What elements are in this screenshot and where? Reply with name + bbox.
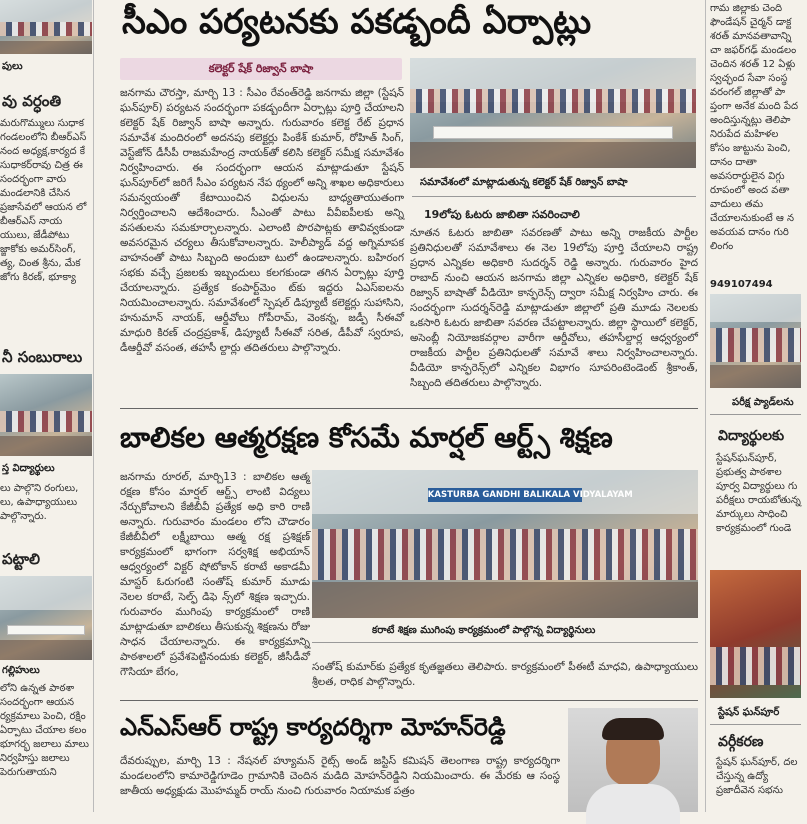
right-story1-body: గామ జిల్లాకు చెంది ఫౌండేషన్ చైర్మన్ డాక్ట శరత్ మానవతావాన్ని చా జఫర్‌గఢ్ మండలం చెందిన శరత్ 12 ఏళ్లు స్వచ్ఛంద సేవా సంస్థ వరంగల్ జిల్లాతో పా ప్తంగా అనేక మంది పేద అందిస్తున్నట్లు తెలిపా నిరుపేద మహిళల కోసం జుట్టును పెంచి, దానం దాతా అవసరార్థులైన విగ్గు రూపంలో అంద వతా వాదులు తమ చేయాలనుకుంటే ఆ న అవయవ దానం గురి లింగం <box>710 3 799 252</box>
article4-body: దేవరుప్పుల, మార్చి 13 : నేషనల్ హ్యూమన్ రైట్స్ అండ్ జస్టిస్ కమిషన్ తెలంగాణ రాష్ట్ర కార్యదర్శిగా మండలంలోని కామారెడ్డిగూడెం గ్రామానికి చెందిన మడిది మోహన్‌రెడ్డిని నియమించారు. ఈ మేరకు ఆ సంస్థ జాతీయ అధ్యక్షుడు మొహమ్మద్ రాయ్ నుంచి గురువారం నియామక పత్రం <box>120 755 560 797</box>
left-top-caption: పులు <box>2 61 23 72</box>
left-story1-body: మరుగొమ్ములు సుధాక గండలంలోని బీఆర్ఎస్ నంద అధ్యక్ష,కార్యద కే సుధాకర్‌రావు చిత్ర ఈ సందర్భంగా వారు మండలానికి చేసిన ప్రజాసేవలో ఆయన లో బీఆర్ఎస్ నాయ యులు, జేడీపోటు జ్జాకోకు అమర్‌సింగ్, త్య, చింత శ్రీను, మేక జోగు కిరణ్, భూక్యా <box>0 118 87 283</box>
article4-portrait <box>568 708 698 812</box>
right-story1-phone: 949107494 <box>710 279 773 290</box>
right-story3-headline: విద్యార్థులకు <box>718 428 785 444</box>
right-column <box>705 0 801 812</box>
article3-headline: బాలికల ఆత్మరక్షణ కోసమే మార్షల్ ఆర్ట్స్ శిక్షణ <box>120 421 613 454</box>
left-column <box>0 0 94 812</box>
left-story3-headline: పట్టాలి <box>2 550 41 568</box>
article4-headline: ఎన్ఎస్ఆర్ రాష్ట్ర కార్యదర్శిగా మోహన్‌రెడ్డి <box>120 713 506 741</box>
article3-photo-banner: KASTURBA GANDHI BALIKALA VIDYALAYAM <box>427 489 633 500</box>
article1-photo-caption: సమావేశంలో మాట్లాడుతున్న కలెక్టర్ షేక్ రిజ్వాన్ బాషా <box>420 177 628 188</box>
left-top-photo <box>0 0 92 54</box>
article3-body: జనగామ రూరల్, మార్చి13 : బాలికల ఆత్మ రక్షణ కోసం మార్షల్ ఆర్ట్స్ లాంటి విద్యలు నేర్చుకోవాలని కేజీబీవీ ప్రత్యేక అధి కారి రాణి అన్నారు. గురువారం మండలం లోని చౌడారం కేజీబీవీలో లక్ష్మీబాయి ఆత్మ రక్ష ప్రశిక్షణ్ కార్యక్రమంలో భాగంగా సర్వశిక్ష అభియాన్ ఆధ్వర్యంలో విక్టర్ షోటోకాన్ కరాటే అకాడమీ మాస్టర్ ఓరుగంటి సంతోష్ కుమార్ మూడు నెలల కరాటే, సెల్ఫ్ డిఫె న్స్‌లో శిక్షణ ఇచ్చారు. గురువారం ముగింపు కార్యక్రమంలో రాణి మాట్లాడుతూ బాలికలు తీసుకున్న శిక్షణను రోజు సాధన చేయాలన్నారు. ఈ కార్యక్రమాన్ని పాఠశాలలో ప్రవేశపెట్టినందుకు కలెక్టర్, జీసీడీవో గౌసియా బేగం, <box>120 471 310 678</box>
article1-byline: కలెక్టర్ షేక్ రిజ్వాన్ బాషా <box>120 58 402 80</box>
article2-body: నూతన ఓటరు జాబితా సవరణతో పాటు అన్ని రాజకీయ పార్టీల ప్రతినిధులతో సమావేశాలు ఈ నెల 19లోపు పూర్తి చేయాలని రాష్ట్ర ప్రధాన ఎన్నికల అధికారి సుదర్శన్ రెడ్డి అన్నారు. గురువారం హైద రాబాద్ నుంచి ఆయన జనగామ జిల్లా ఎన్నికల అధికారి, కలెక్టర్ షేక్ రిజ్వాన్ బాషాతో వీడియో కాన్ఫరెన్స్ ద్వారా సమీక్ష నిర్వహిం చారు. ఈ సందర్భంగా సుదర్శన్‌రెడ్డి మాట్లాడుతూ జిల్లాలో ప్రతి మూడు నెలలకు ఒకసారి ఓటరు జాబితా సవరణ చేపట్టాలన్నారు. జిల్లా స్థాయిలో కలెక్టర్, అసెంబ్లీ నియోజకవర్గాల వారీగా ఆర్డీవోలు, తహసీల్దార్ల ఆధ్వర్యంలో రాజకీయ పార్టీల ప్రతినిధులతో సమావే శాలు నిర్వహించాలన్నారు. వీడియో కాన్ఫరెన్స్‌లో ఎన్నికల విభాగం సూపరింటెండెంట్ శ్రీకాంత్, సిబ్బంది తదితరులు పాల్గొన్నారు. <box>410 227 698 389</box>
article1-headline: సీఎం పర్యటనకు పకడ్బందీ ఏర్పాట్లు <box>122 2 592 42</box>
left-story3-photo <box>0 576 92 660</box>
main-column <box>100 0 698 812</box>
right-story5-body: స్టేషన్ ఘన్‌పూర్, దల చేస్తున్న ఉద్యో ప్రజాదీవెన సభను <box>716 757 798 796</box>
left-story2-body: లు పాల్గొని రంగులు, లు, ఉపాధ్యాయులు పాల్గొన్నారు. <box>0 483 79 522</box>
left-story2-headline: నీ సంబురాలు <box>2 348 83 366</box>
article3-body-tail: సంతోష్ కుమార్‌కు ప్రత్యేక కృతజ్ఞతలు తెలిపారు. కార్యక్రమంలో పీఈటీ మాధవి, ఉపాధ్యాయులు శ్రీలత, రాధిక పాల్గొన్నారు. <box>312 661 698 688</box>
right-story3-body: స్టేషన్‌ఘన్‌పూర్, ప్రభుత్వ పాఠశాల పూర్వ విద్యార్థులు గు పరీక్షలు రాయబోతున్న మార్కులు సాధించి కార్యక్రమంలో గుండె <box>716 453 801 534</box>
left-story2-photo <box>0 374 92 456</box>
article3-photo-caption: కరాటే శిక్షణ ముగింపు కార్యక్రమంలో పాల్గొన్న విద్యార్థినులు <box>372 625 596 636</box>
left-story3-caption: గల్లిహులు <box>2 665 40 676</box>
article1-body: జనగామ చౌరస్తా, మార్చి 13 : సీఎం రేవంత్‌రెడ్డి జనగామ జిల్లా (స్టేషన్ ఘన్‌పూర్) పర్యటన సందర్భంగా పకడ్బందీగా ఏర్పాట్లు పూర్తి చేయాలని కలెక్టర్ షేక్ రిజ్వాన్ బాషా అన్నారు. గురువారం కలెక్ట రేట్ ప్రధాన సమావేశ మందిరంలో అదనపు కలెక్టర్లు పింకేశ్ కుమార్, రోహిత్ సింగ్, వెస్ట్‌జోన్ డీసీపీ రాజమహేంద్ర నాయక్‌తో కలిసి కలెక్టర్ సమీక్ష సమావేశం నిర్వహించారు. ఈ సందర్భంగా ఆయన మాట్లాడుతూ స్టేషన్ ఘన్‌పూర్‌లో జరిగే సీఎం పర్యటన నేప థ్యంలో అన్ని శాఖల అధికారులు సమన్వయంతో కేటాయించిన విధులను బాధ్యతాయుతంగా నిర్వర్తించాలని ఆదేశించారు. సీఎంతో పాటు వీవీఐపీలకు అన్ని వసతులను సమకూర్చాలన్నారు. ఎలాంటి పొరపాట్లకు తావివ్వకుండా అవసరమైన చర్యలు తీసుకోవాలన్నారు. హెలీప్యాడ్ వద్ద అగ్నిమాపక వాహనంతో పాటు సిబ్బంది అందుబా టులో ఉండాలన్నారు. బహిరంగ సభకు వచ్చే ప్రజలకు ఇబ్బందులు కలగకుండా తగిన ఏర్పాట్లు పూర్తి చేయాలన్నారు. ప్రత్యేక కంపార్ట్‌మెం ట్‌కు ఇద్దరు ఏఎస్ఐలను నియమించాలన్నారు. సమావేశంలో స్పెషల్ డిప్యూటీ కలెక్టర్లు సుహాసిని, హనుమాన్ నాయక్, ఆర్డీవోలు గోపీరామ్, వెంకన్న, జడ్పీ సీఈవో మాధురి కిరణ్ చంద్రప్రకాశ్, డిప్యూటీ సీఈవో సరిత, డీపీవో స్వరూప, డీఆర్డీవో వసంత, తహసీ ల్దార్లు తదితరులు పాల్గొన్నారు. <box>120 87 404 354</box>
right-story2-photo <box>710 294 801 388</box>
right-story4-caption: స్టేషన్ ఘన్‌పూర్ <box>718 707 780 718</box>
left-story1-headline: వు వర్ధంతి <box>2 92 62 110</box>
article2-subhead: 19లోపు ఓటరు జాబితా సవరించాలి <box>424 208 580 221</box>
left-story3-body: లోని ఉన్నత పాఠశా సందర్భంగా ఆయన ర్యక్రమాలు పెంచి, రక్షిం ఏర్పాటు చేయాల కలం భూగర్భ జలాలు మాలు నిర్వహిస్తు జలాలు పెరుగుతాయని <box>0 683 89 778</box>
left-story2-caption: స్త విద్యార్థులు <box>2 463 55 474</box>
article3-photo <box>312 470 698 618</box>
right-story5-headline: వర్గీకరణ <box>718 734 764 750</box>
right-story4-photo <box>710 570 801 698</box>
right-story2-caption: పరీక్ష ప్యాడ్‌లను <box>732 397 794 408</box>
article1-photo <box>410 58 696 168</box>
